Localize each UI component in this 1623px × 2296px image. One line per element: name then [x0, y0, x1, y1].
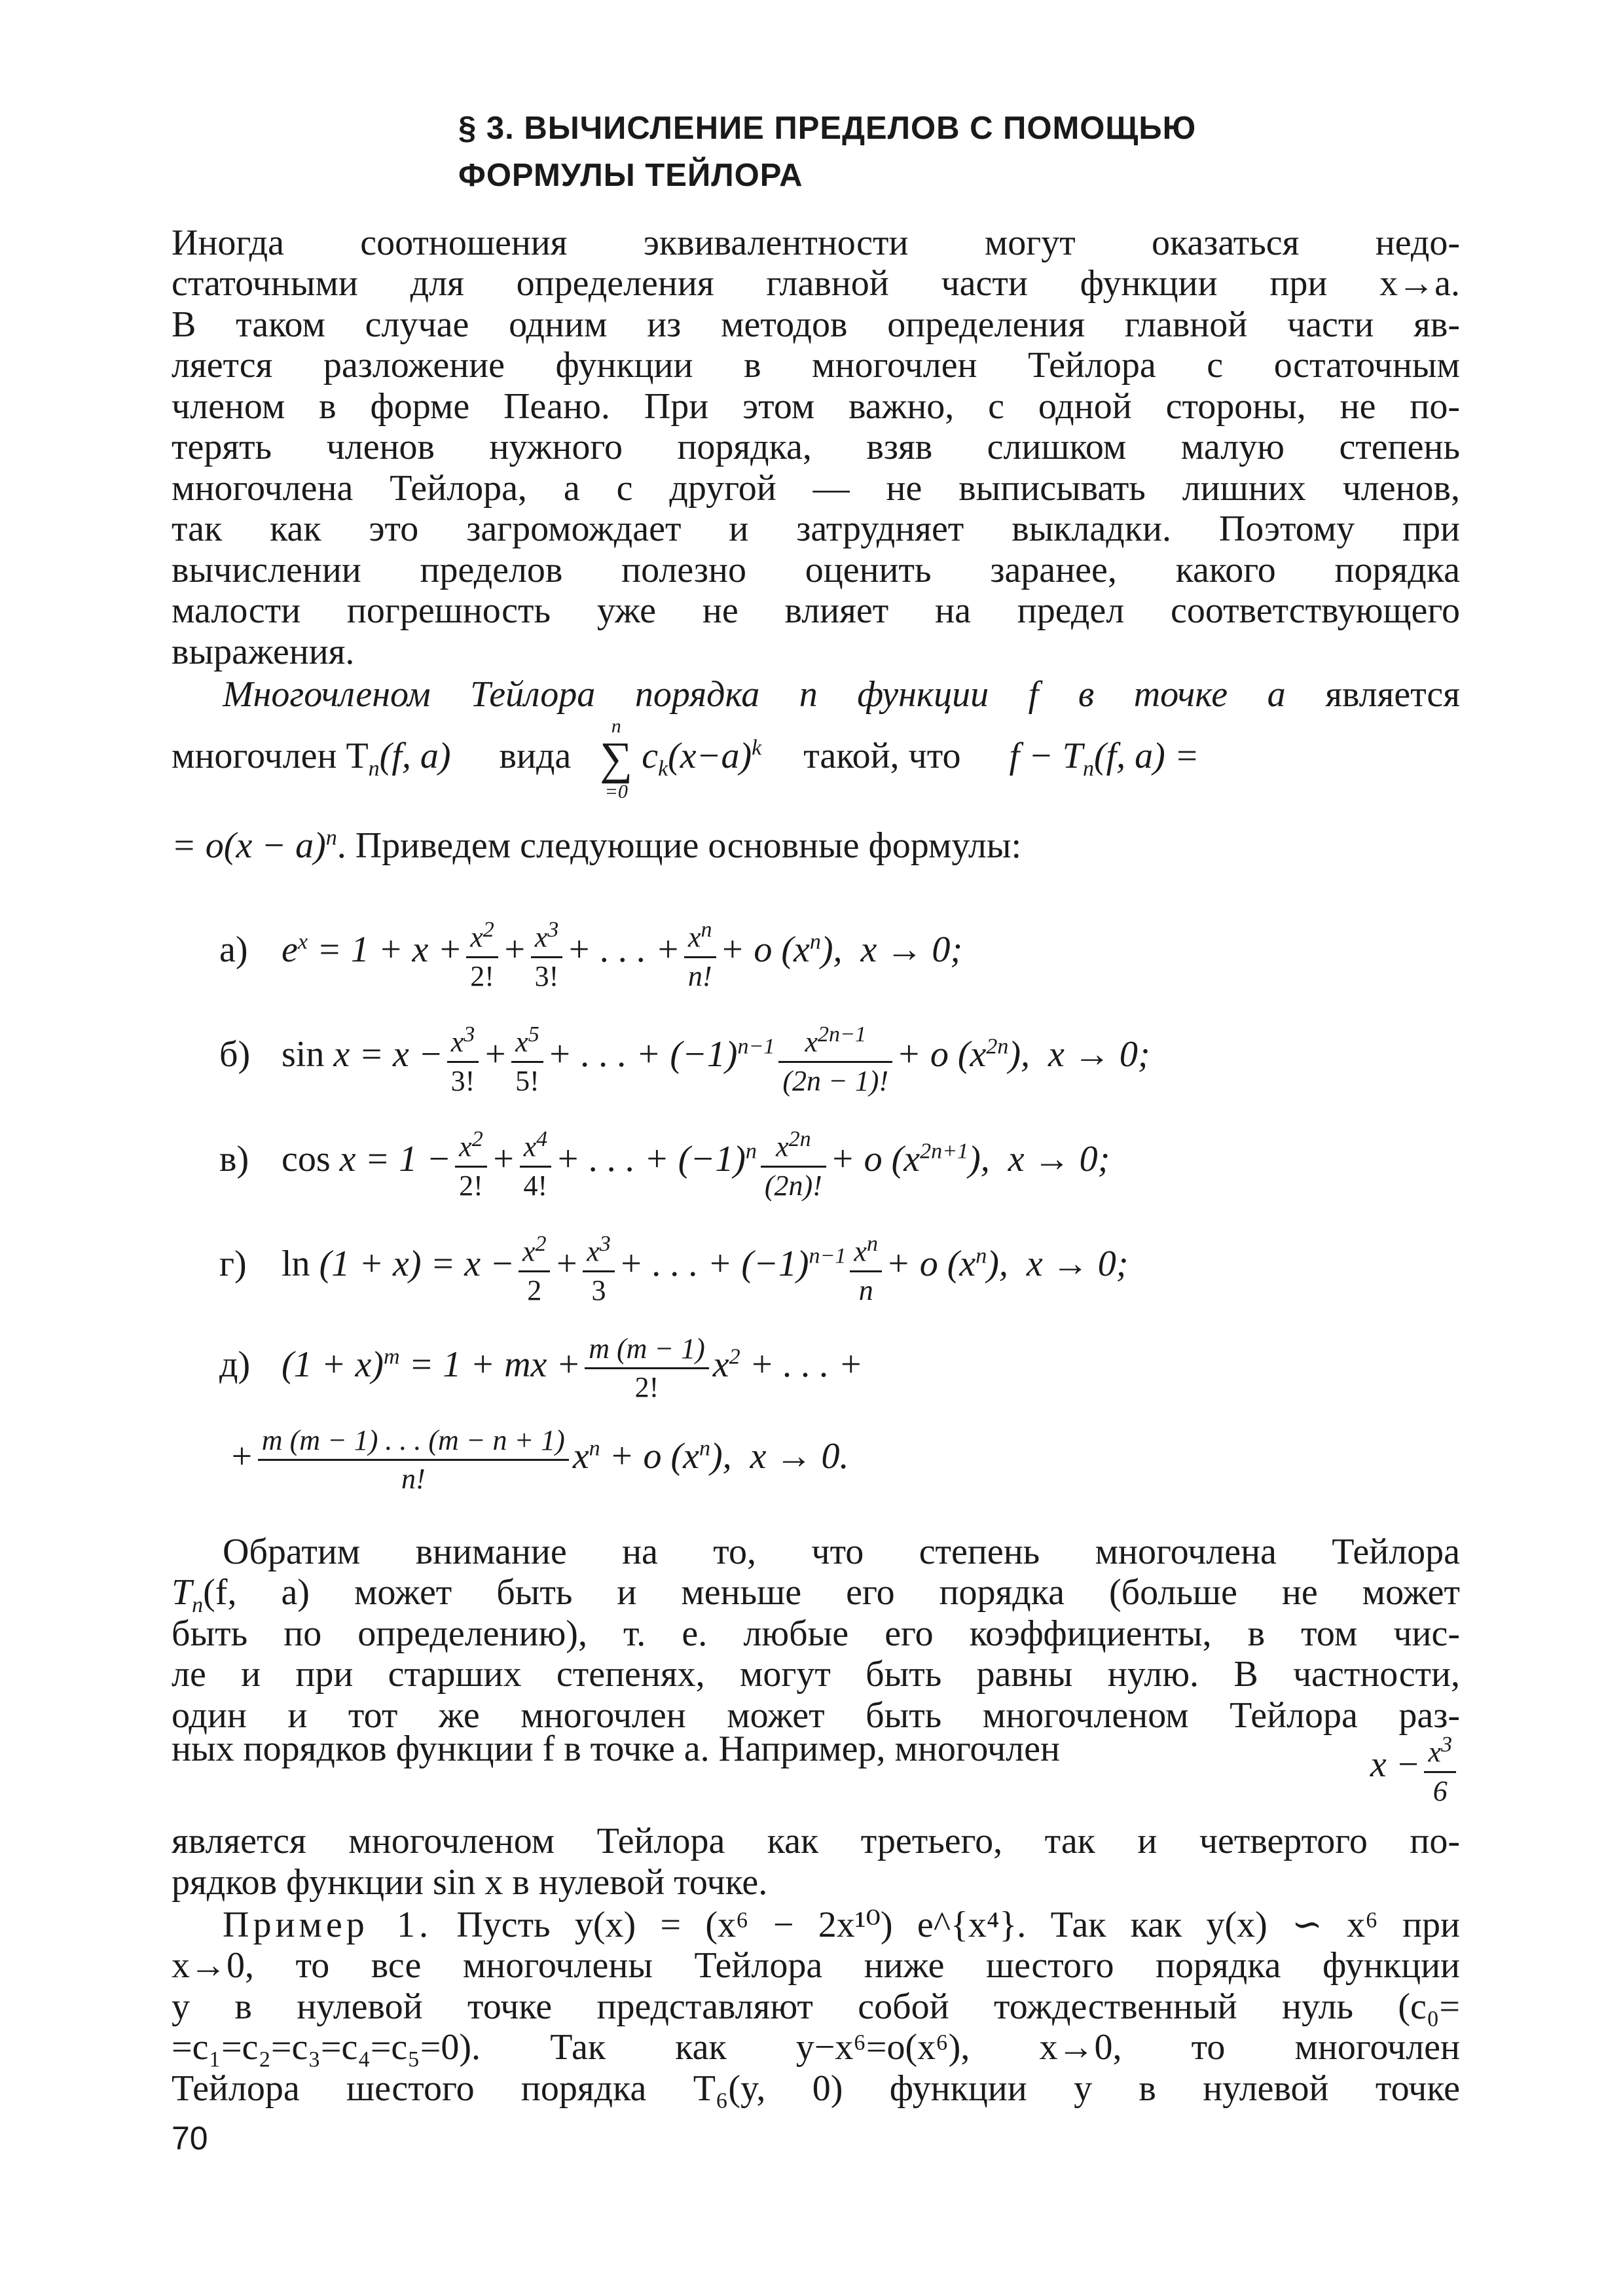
example-line: y в нулевой точке представляют собой тождественный нуль (c₀= — [172, 1986, 1460, 2027]
para2-line: рядков функции sin x в нулевой точке. — [172, 1862, 768, 1903]
formula-b: б) sin x = x − $\frac{x^3}{3!}$ + $\frac{x^5}{5!}$ + . . . + $(-1)^{n-1}$ $\frac{x^{2n-1}}{(2n - 1)!}$ + o $(x^{2n})$, x → 0; — [219, 1018, 1150, 1098]
formula-d-label: д) — [219, 1344, 251, 1386]
formula-d-cont: + $\frac{m (m - 1) . . . (m - n + 1)}{n!}$ $x^n + o$ $(x^n)$, x → 0. — [229, 1424, 849, 1495]
para1-line: ляется разложение функции в многочлен Тейлора с остаточным — [172, 345, 1460, 386]
sum-sigma: ∑ — [600, 734, 633, 784]
sum-term: c — [642, 735, 659, 776]
para2-line: быть по определению), т. е. любые его коэффициенты, в том чис- — [172, 1613, 1460, 1654]
formula-v: в) cos x = 1 − $\frac{x^2}{2!}$ + $\frac{x^4}{4!}$ + . . . + $(-1)^n$ $\frac{x^{2n}}{(2n)!}$ + o $(x^{2n+1})$, x → 0; — [219, 1122, 1110, 1203]
heading-line-1: § 3. ВЫЧИСЛЕНИЕ ПРЕДЕЛОВ С ПОМОЩЬЮ — [458, 111, 1197, 146]
para2-line: $T_n(f$, a) может быть и меньше его порядка (больше не может — [172, 1572, 1460, 1618]
heading-line-2: ФОРМУЛЫ ТЕЙЛОРА — [458, 158, 803, 193]
example-line-1: Пример 1. Пусть y(x) = (x⁶ − 2x¹⁰) e^{x⁴}. Так как y(x) ∽ x⁶ при — [223, 1905, 1461, 1945]
def-end: f − T — [1009, 735, 1083, 776]
para2-line: является многочленом Тейлора как третьего, так и четвертого по- — [172, 1821, 1460, 1861]
definition-line-1 — [223, 674, 1460, 715]
example-lead: Пример 1. — [223, 1905, 432, 1945]
example-line: x→0, то все многочлены Тейлора ниже шестого порядка функции — [172, 1945, 1460, 1986]
def-fa: (f, a) — [379, 735, 451, 776]
page-number: 70 — [172, 2120, 208, 2157]
para2-line: Обратим внимание на то, что степень многочлена Тейлора — [223, 1532, 1460, 1572]
formula-a-label: а) — [219, 929, 248, 971]
sum-term2: (x−a) — [668, 735, 752, 776]
def-mnogochlen: многочлен T — [172, 735, 369, 776]
para2-line: один и тот же многочлен может быть многочленом Тейлора раз- — [172, 1695, 1460, 1736]
example-line: =c₁=c₂=c₃=c₄=c₅=0). Так как y−x⁶=o(x⁶), x→0, то многочлен — [172, 2027, 1460, 2068]
formula-d: д) $(1 + x)^m = 1$ + mx + $\frac{m (m - 1)}{2!}$ $x^2$ + . . . + — [219, 1333, 864, 1403]
formula-g-label: г) — [219, 1244, 247, 1285]
definition-normal: является — [1285, 674, 1461, 715]
sum-top: n — [611, 715, 621, 737]
para1-line: В таком случае одним из методов определения главной части яв- — [172, 304, 1460, 345]
para1-line: Иногда соотношения эквивалентности могут оказаться недо- — [172, 223, 1460, 263]
formula-a: а) $e^x = 1 + x$ + $\frac{x^2}{2!}$ + $\frac{x^3}{3!}$ + . . . + $\frac{x^n}{n!}$ + o $(x^n)$, x → 0; — [219, 913, 962, 994]
formula-g: г) ln (1 + x) = x − $\frac{x^2}{2}$ + $\frac{x^3}{3}$ + . . . + $(-1)^{n-1}$ $\frac{x^n}{n}$ + o $(x^n)$, x → 0; — [219, 1227, 1128, 1308]
example-line: Тейлора шестого порядка T₆(y, 0) функции y в нулевой точке — [172, 2068, 1460, 2109]
para1-line: многочлена Тейлора, а с другой — не выписывать лишних членов, — [172, 468, 1460, 509]
para1-line: статочными для определения главной части функции при x→a. — [172, 263, 1460, 304]
definition-italic: Многочленом Тейлора порядка n функции f в точке a — [223, 674, 1286, 715]
def-vida: вида — [499, 735, 572, 776]
para2-line: ле и при старших степенях, могут быть равны нулю. В частности, — [172, 1654, 1460, 1695]
para1-line: малости погрешность уже не влияет на предел соответствующего — [172, 590, 1460, 631]
definition-line-3: = $o(x - a)^n$. Приведем следующие основные формулы: — [172, 825, 1022, 866]
formula-b-label: б) — [219, 1034, 251, 1075]
para1-line: вычислении пределов полезно оценить заранее, какого порядка — [172, 550, 1460, 590]
para1-line: терять членов нужного порядка, взяв слишком малую степень — [172, 427, 1460, 467]
para1-line: так как это загромождает и затрудняет выкладки. Поэтому при — [172, 509, 1460, 549]
def-end2: (f, a) = — [1093, 735, 1199, 776]
sum-bottom: =0 — [604, 781, 628, 802]
def-line3: = o(x − a) — [172, 825, 326, 866]
def-line3-rest: . Приведем следующие основные формулы: — [337, 825, 1022, 866]
para1-line: членом в форме Пеано. При этом важно, с одной стороны, не по- — [172, 386, 1460, 427]
formula-v-label: в) — [219, 1139, 249, 1180]
def-such: такой, что — [803, 735, 961, 776]
definition-line-2: многочлен $T_n(f$, a) вида n ∑ =0 $c_k(x-a)^k$ такой, что $f - T_n(f$, a) = — [172, 715, 1199, 802]
section-heading — [458, 105, 1440, 199]
para1-line: выражения. — [172, 632, 355, 672]
para2-line-with-fraction: ных порядков функции f в точке a. Например, многочлен x − $\frac{x^3}{6}$ — [172, 1728, 1460, 1770]
sum-symbol — [600, 717, 632, 802]
